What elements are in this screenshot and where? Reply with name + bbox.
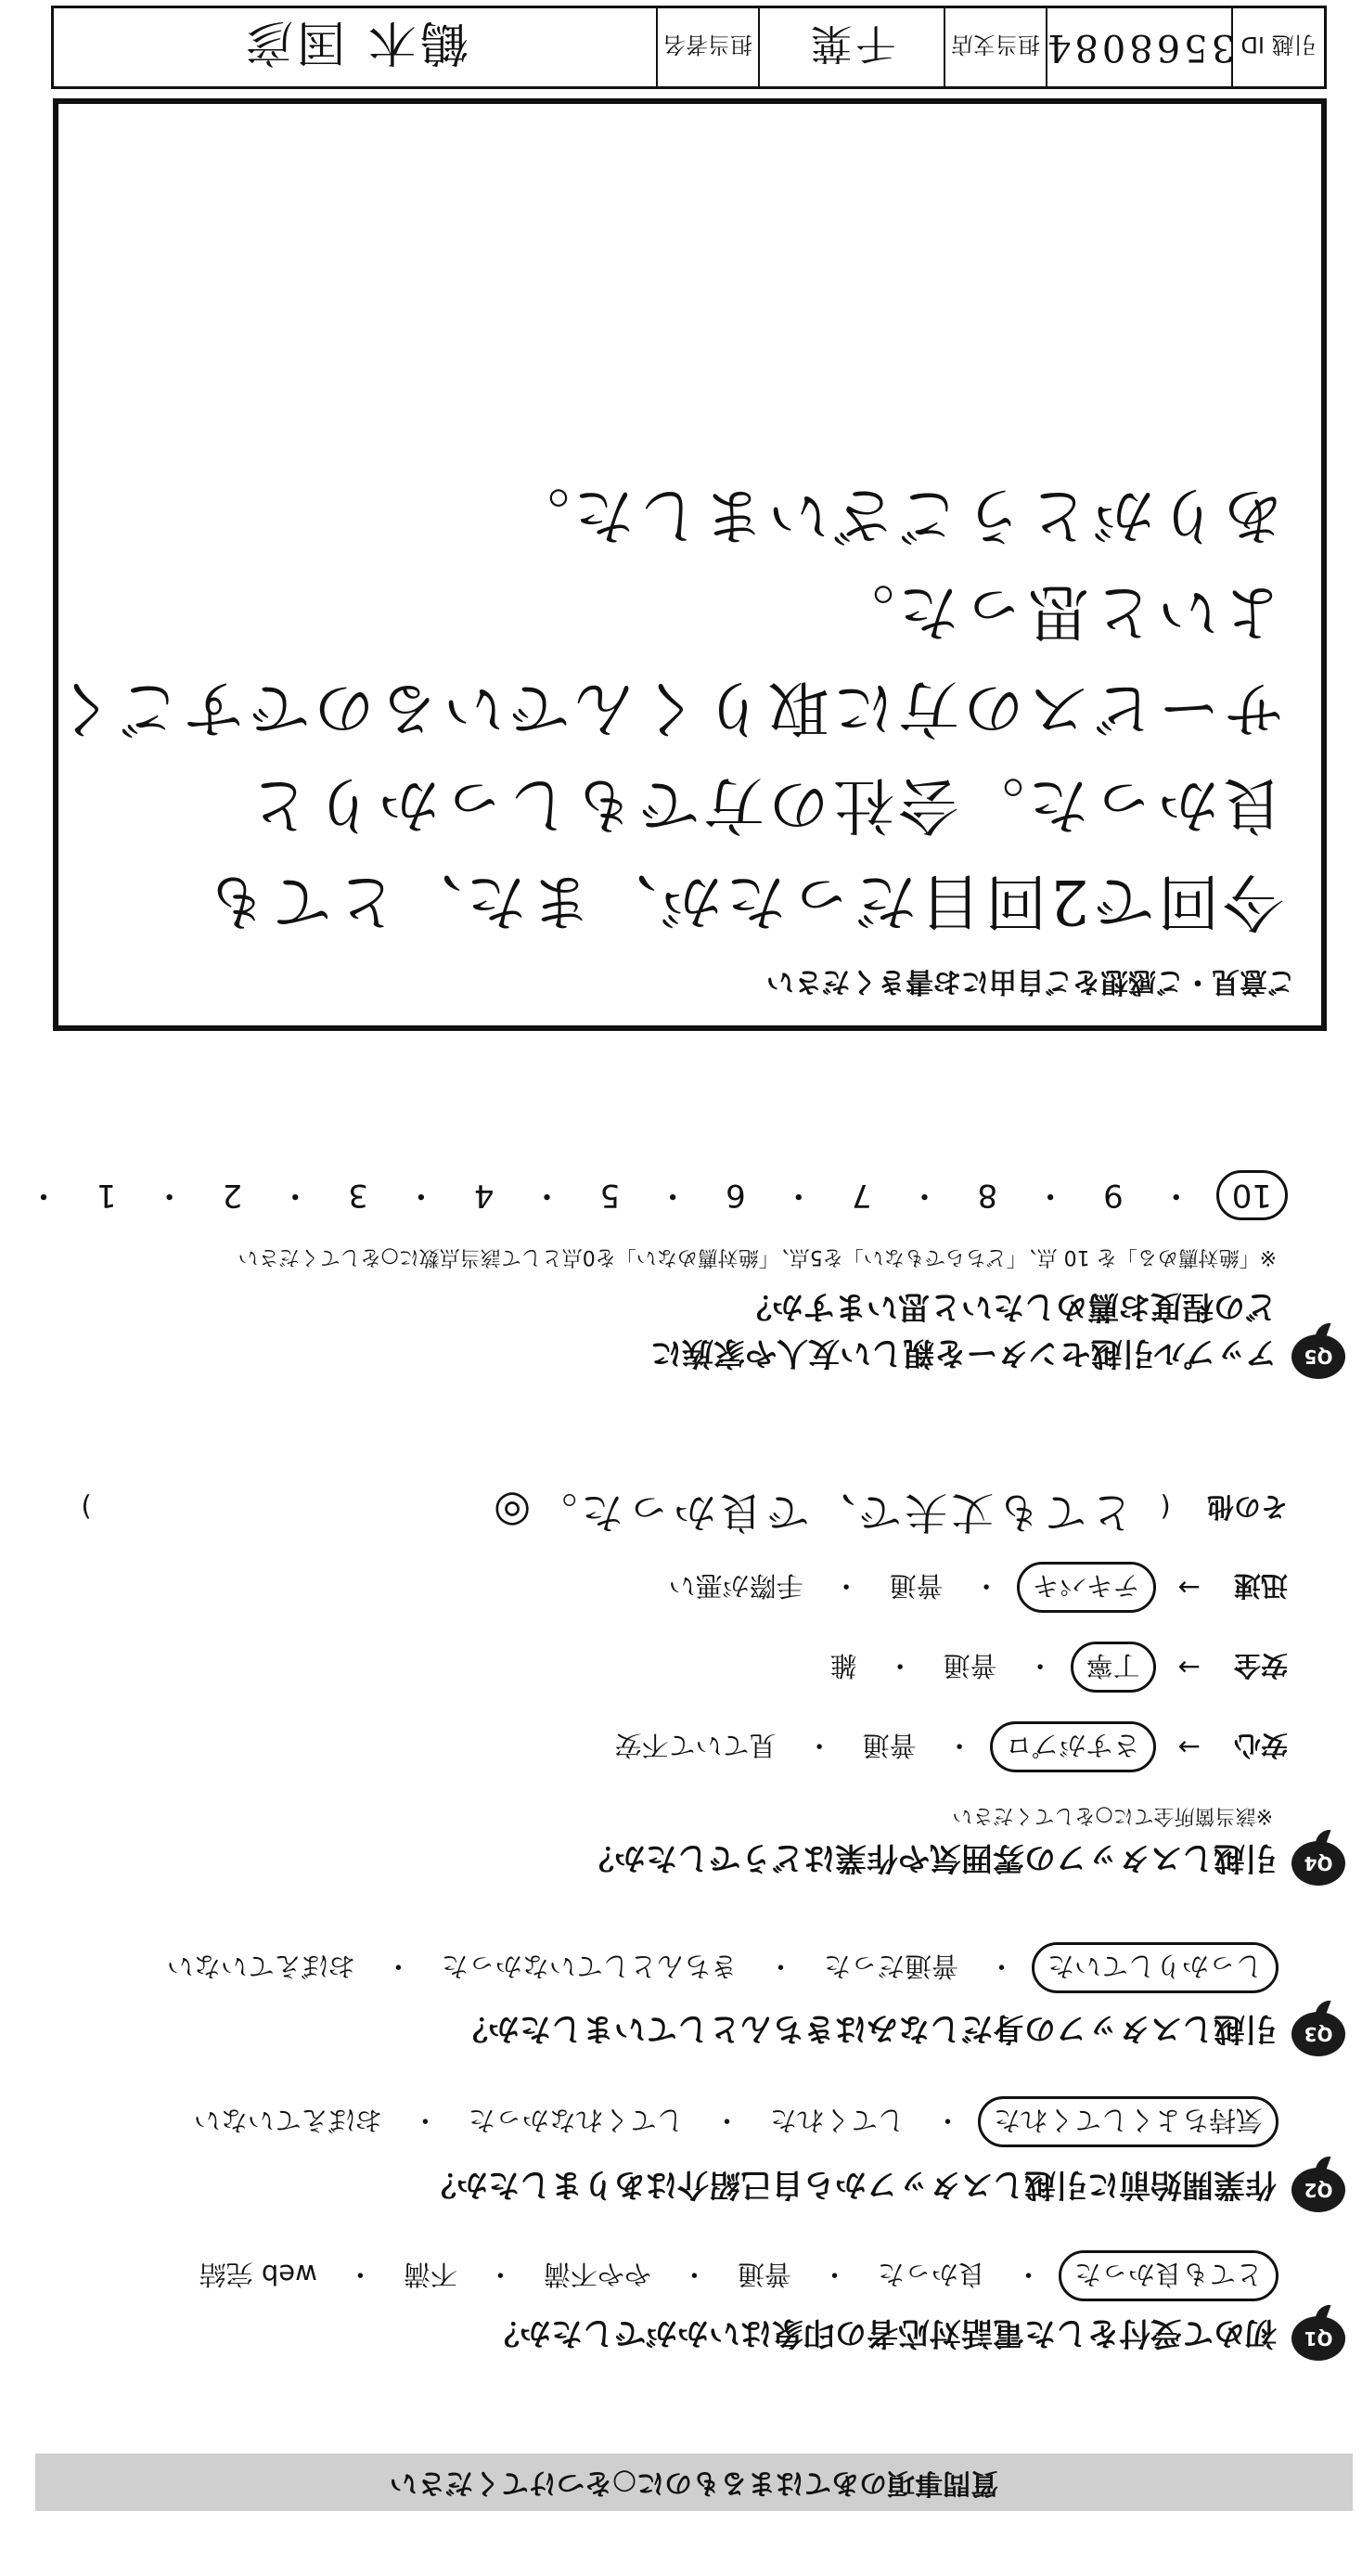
- q4-option[interactable]: 見ていて不安: [614, 1730, 777, 1762]
- option-separator: ・: [346, 2259, 374, 2290]
- q5-score[interactable]: 7: [851, 1177, 872, 1214]
- q2-option[interactable]: してくれなかった: [468, 2105, 684, 2136]
- q4-option[interactable]: 丁寧: [1071, 1642, 1156, 1694]
- q4-other-text: とても丈夫で、で良かった。◎: [490, 1488, 1134, 1538]
- comment-line: よいと思った。: [829, 576, 1284, 648]
- q3-option[interactable]: きちんとしていなかった: [441, 1951, 738, 1982]
- q4-row: [602, 1707, 1288, 1787]
- q1-options[interactable]: [186, 2250, 1278, 2301]
- option-separator: ・: [805, 1730, 833, 1762]
- q5-question-line2: どの程度お薦めしたいと思いますか？: [740, 1288, 1277, 1325]
- scale-separator: ・: [908, 1177, 941, 1214]
- q1-question: 初めて受付をした電話対応者の印象はいかがでしたか？: [488, 2314, 1277, 2351]
- q4-row-label: 安全: [1233, 1650, 1288, 1682]
- q4-question: 引越しスタッフの雰囲気や作業はどうでしたか？: [583, 1839, 1277, 1876]
- option-separator: ・: [832, 1570, 860, 1603]
- q1-option[interactable]: とても良かった: [1059, 2250, 1278, 2301]
- q4-option[interactable]: テキパキ: [1017, 1563, 1156, 1614]
- option-separator: ・: [987, 1951, 1015, 1982]
- q4-row-label: 安心: [1233, 1730, 1288, 1762]
- q1-badge: Q1: [1291, 2316, 1345, 2361]
- comment-lines: [50, 469, 1284, 951]
- q1-option[interactable]: 良かった: [877, 2259, 985, 2290]
- instruction-band: [35, 2454, 1353, 2511]
- staff-label: 担当者名: [656, 8, 758, 86]
- q5-score[interactable]: 10: [1216, 1170, 1288, 1220]
- option-separator: ・: [933, 2105, 961, 2136]
- q5-scale[interactable]: [0, 1170, 1288, 1221]
- q1-option[interactable]: 不満: [403, 2259, 457, 2290]
- q2-option[interactable]: 気持ちよくしてくれた: [978, 2096, 1278, 2147]
- q4-other-label: その他: [1206, 1491, 1288, 1523]
- option-separator: ・: [411, 2105, 439, 2136]
- q3-question: 引越しスタッフの身だしなみはきちんとしていましたか？: [456, 2010, 1277, 2047]
- q4-option[interactable]: 普通: [889, 1570, 944, 1603]
- q4-option[interactable]: 普通: [862, 1730, 917, 1762]
- option-separator: ・: [486, 2259, 514, 2290]
- q2-option[interactable]: してくれた: [769, 2105, 905, 2136]
- q4-other-close: ): [81, 1491, 92, 1523]
- arrow-icon: →: [1177, 1652, 1201, 1683]
- instruction-text: 質問事項のあてはまるものに○をつけてください: [389, 2467, 999, 2499]
- scale-separator: ・: [657, 1177, 689, 1214]
- scale-separator: ・: [1160, 1177, 1192, 1214]
- q5-score[interactable]: [0, 1173, 4, 1217]
- option-separator: ・: [1014, 2259, 1042, 2290]
- q3-option[interactable]: おぼえていない: [166, 1951, 355, 1982]
- option-separator: ・: [820, 2259, 848, 2290]
- q3-options[interactable]: [154, 1942, 1278, 1993]
- q4-badge: Q4: [1291, 1841, 1345, 1886]
- comment-line: 良かった。会社の方でもしっかりと: [245, 769, 1284, 841]
- q5-score[interactable]: 1: [96, 1177, 117, 1214]
- q4-other-open: (: [1160, 1491, 1171, 1523]
- q5-note: ※「絶対薦める」を 10 点、「どちらでもない」を5点、「絶対薦めない」を0点として該当点数に○をしてください: [238, 1245, 1277, 1269]
- scale-separator: ・: [27, 1177, 59, 1214]
- q4-option[interactable]: さすがプロ: [990, 1722, 1156, 1773]
- q3-badge: Q3: [1291, 2012, 1345, 2056]
- q5-question-line1: アップル引越センターを親しい友人や家族に: [650, 1334, 1277, 1372]
- option-separator: ・: [886, 1650, 914, 1682]
- q2-question: 作業開始前に引越しスタッフから自己紹介はありましたか？: [425, 2166, 1277, 2203]
- comment-line: サービスの方に取りくんでいるのですごく: [50, 673, 1284, 744]
- option-separator: ・: [945, 1730, 973, 1762]
- q5-score[interactable]: 9: [1103, 1177, 1124, 1214]
- scale-separator: ・: [153, 1177, 186, 1214]
- q4-option[interactable]: 雑: [829, 1650, 857, 1682]
- q2-badge: Q2: [1291, 2168, 1345, 2212]
- q4-note: ※該当箇所全てに○をしてください: [952, 1804, 1273, 1827]
- option-separator: ・: [766, 1951, 794, 1982]
- q1-option[interactable]: やや不満: [543, 2259, 651, 2290]
- q4-rows: [602, 1548, 1288, 1787]
- q4-option[interactable]: 手際が悪い: [668, 1570, 803, 1603]
- q4-other: [81, 1485, 1288, 1546]
- scale-separator: ・: [1034, 1177, 1067, 1214]
- q5-score[interactable]: 4: [473, 1177, 495, 1214]
- option-separator: ・: [972, 1570, 1000, 1603]
- option-separator: ・: [1026, 1650, 1054, 1682]
- comment-line: ありがとうございました。: [505, 480, 1284, 551]
- q4-row-label: 迅速: [1233, 1570, 1288, 1603]
- arrow-icon: →: [1177, 1732, 1201, 1763]
- staff-value: 鶴木 国彦: [241, 14, 469, 71]
- q4-row: [602, 1628, 1288, 1707]
- q5-score[interactable]: 3: [348, 1177, 368, 1214]
- arrow-icon: →: [1177, 1572, 1201, 1604]
- q4-row: [602, 1548, 1288, 1628]
- id-value: 3568084: [1046, 8, 1231, 86]
- q5-score[interactable]: 8: [977, 1177, 998, 1214]
- q5-score[interactable]: 6: [726, 1177, 746, 1214]
- branch-label: 担当支店: [944, 8, 1046, 86]
- q1-option[interactable]: web 完結: [199, 2259, 317, 2290]
- q5-score[interactable]: 2: [222, 1177, 243, 1214]
- q4-option[interactable]: 普通: [943, 1650, 997, 1682]
- comment-heading: ご意見・ご感想をご自由にお書きください: [766, 965, 1295, 998]
- branch-value: 千葉: [758, 8, 944, 86]
- scale-separator: ・: [531, 1177, 563, 1214]
- q1-option[interactable]: 普通: [737, 2259, 791, 2290]
- comment-box[interactable]: [50, 98, 1327, 1031]
- option-separator: ・: [384, 1951, 412, 1982]
- id-table: [51, 6, 1327, 89]
- q3-option[interactable]: しっかりしていた: [1032, 1942, 1278, 1993]
- scale-separator: ・: [782, 1177, 815, 1214]
- option-separator: ・: [713, 2105, 740, 2136]
- q5-score[interactable]: 5: [599, 1177, 621, 1214]
- comment-line: 今回で2回目だったが、また、とても: [202, 866, 1284, 937]
- scale-separator: ・: [279, 1177, 312, 1214]
- q2-options[interactable]: [181, 2096, 1278, 2147]
- option-separator: ・: [680, 2259, 708, 2290]
- scale-separator: ・: [405, 1177, 437, 1214]
- q3-option[interactable]: 普通だった: [823, 1951, 958, 1982]
- q5-badge: Q5: [1291, 1334, 1345, 1379]
- q2-option[interactable]: おぼえていない: [193, 2105, 382, 2136]
- id-label: 引越 ID: [1231, 8, 1324, 86]
